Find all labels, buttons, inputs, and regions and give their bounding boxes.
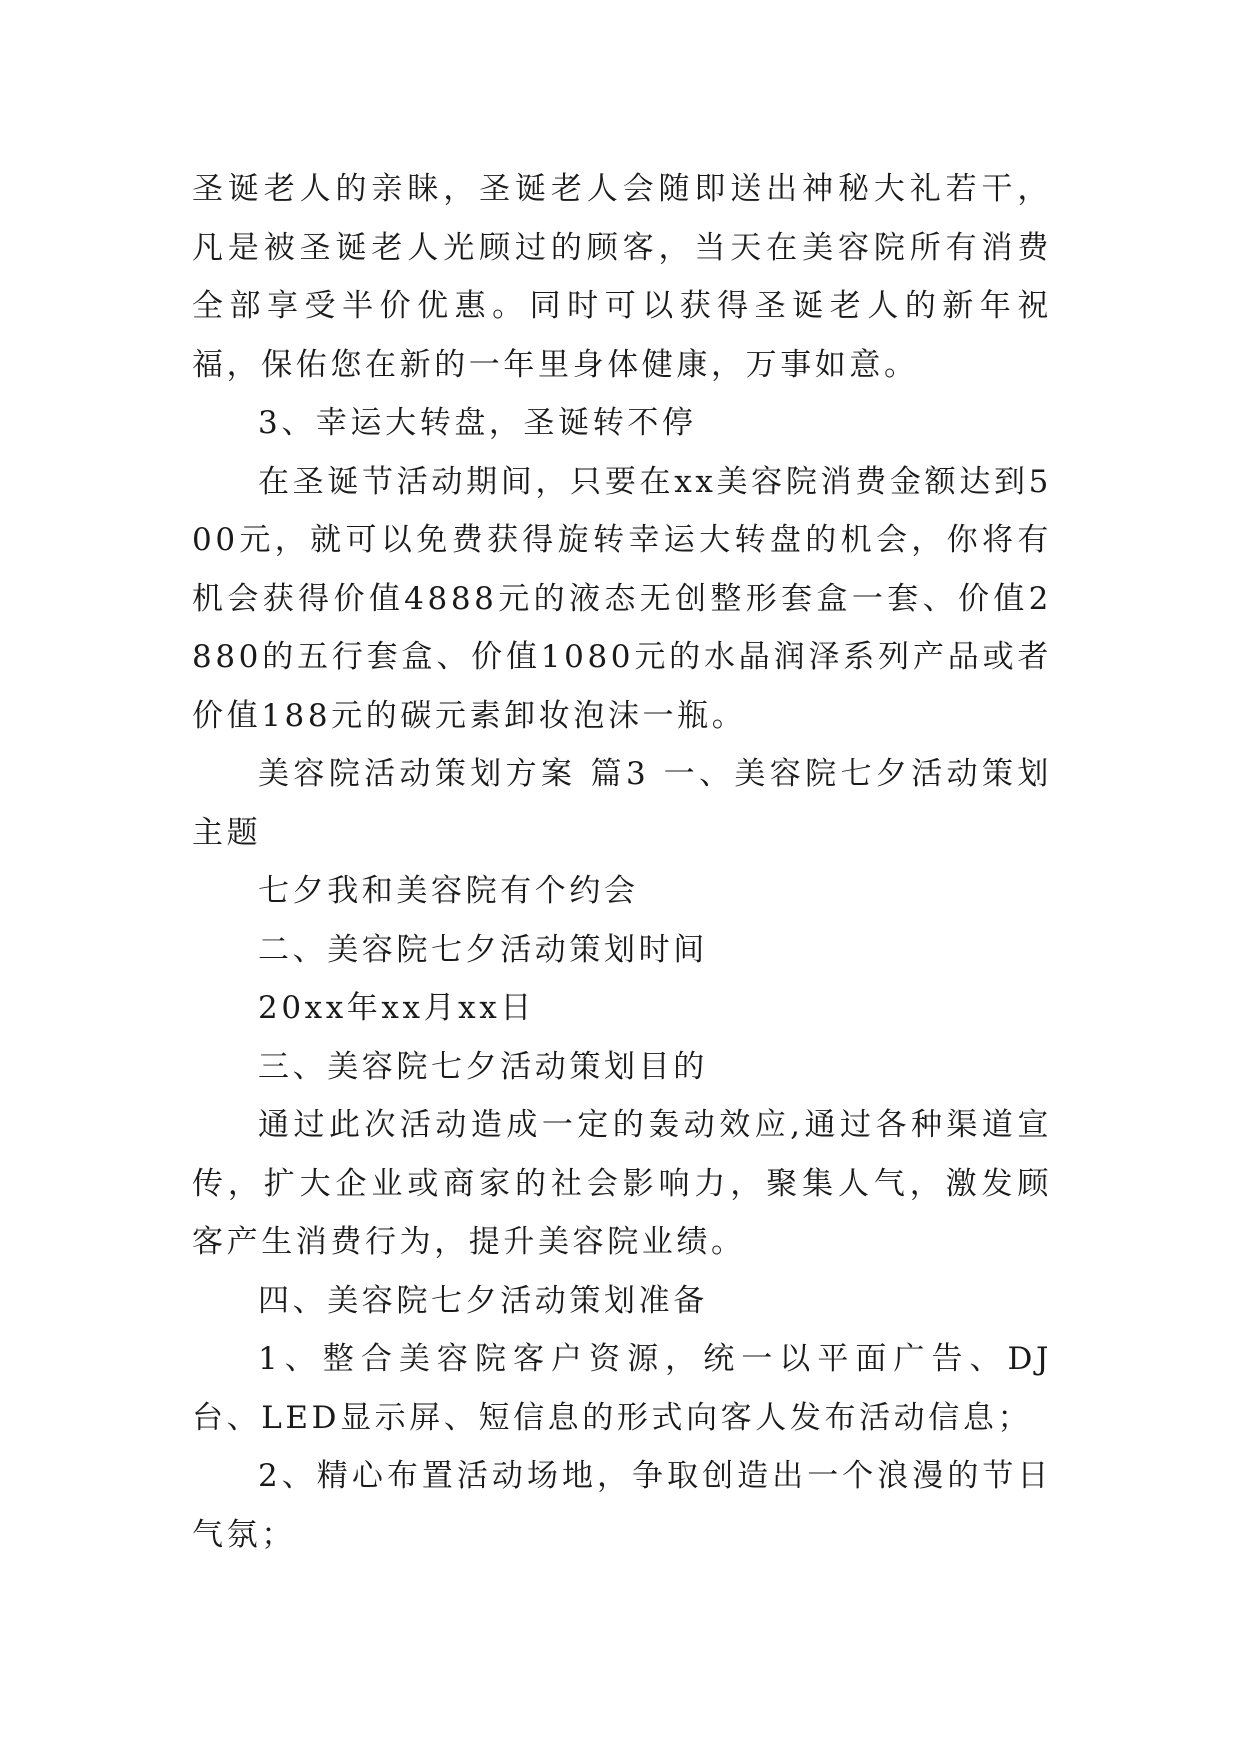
list-item-preparation-1: 1、整合美容院客户资源，统一以平面广告、DJ台、LED显示屏、短信息的形式向客人发布活动信息； [192,1341,1052,1436]
list-item-preparation-2: 2、精心布置活动场地，争取创造出一个浪漫的节日气氛； [192,1458,1052,1553]
heading-purpose: 三、美容院七夕活动策划目的 [258,1048,708,1085]
heading-lucky-wheel: 3、幸运大转盘，圣诞转不停 [258,405,697,441]
paragraph-lucky-wheel: 在圣诞节活动期间，只要在xx美容院消费金额达到500元，就可以免费获得旋转幸运大转盘的机会，你将有机会获得价值4888元的液态无创整形套盒一套、价值2880的五行套盒、价值1080元的水晶润泽系列产品或者价值188元的碳元素卸妆泡沫一瓶。 [192,463,1052,734]
paragraph-date: 20xx年xx月xx日 [258,990,535,1026]
heading-time: 二、美容院七夕活动策划时间 [258,931,708,968]
paragraph-santa-blessing: 圣诞老人的亲睐，圣诞老人会随即送出神秘大礼若干，凡是被圣诞老人光顾过的顾客，当天在美容院所有消费全部享受半价优惠。同时可以获得圣诞老人的新年祝福，保佑您在新的一年里身体健康，万事如意。 [192,171,1052,383]
heading-preparation: 四、美容院七夕活动策划准备 [258,1282,708,1319]
heading-plan-3-theme: 美容院活动策划方案 篇3 一、美容院七夕活动策划主题 [192,756,1052,851]
paragraph-purpose: 通过此次活动造成一定的轰动效应,通过各种渠道宣传，扩大企业或商家的社会影响力，聚集人气，激发顾客产生消费行为，提升美容院业绩。 [192,1107,1052,1260]
document-body [192,160,1052,1564]
paragraph-theme: 七夕我和美容院有个约会 [258,873,639,909]
